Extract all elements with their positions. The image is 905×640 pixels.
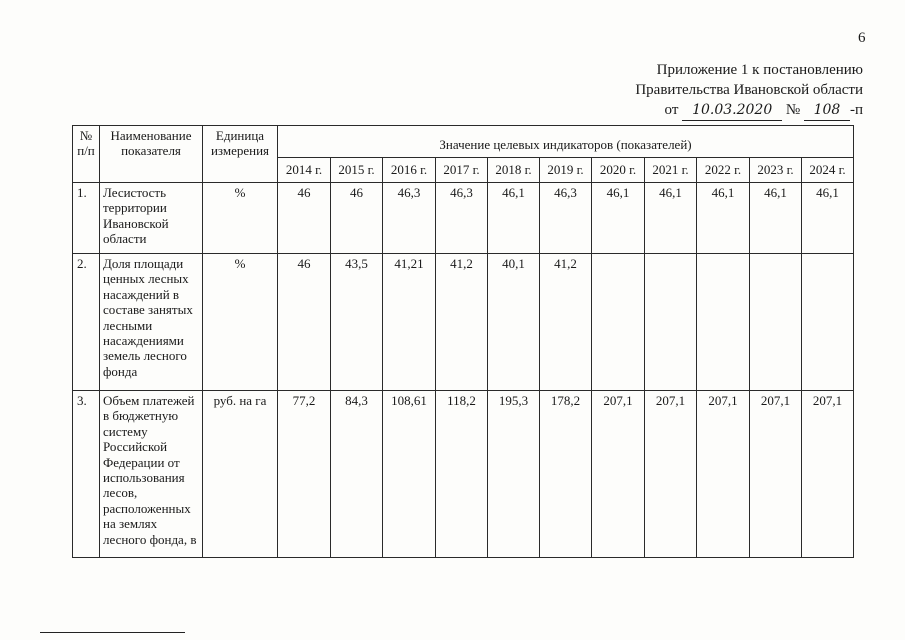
indicator-name: Доля площади ценных лесных насаждений в составе занятых лесными насаждениями земель лесного фонда: [100, 254, 203, 391]
indicators-table: [72, 125, 854, 558]
indicator-value: 46,3: [436, 183, 488, 254]
indicator-value: 46: [278, 254, 331, 391]
row-number: 1.: [73, 183, 100, 254]
row-number: 2.: [73, 254, 100, 391]
year-header: 2017 г.: [436, 158, 488, 183]
indicator-value: [750, 254, 802, 391]
header-line-3: [635, 100, 863, 121]
indicator-value: 40,1: [488, 254, 540, 391]
year-header: 2024 г.: [802, 158, 854, 183]
indicator-value: 46,1: [592, 183, 645, 254]
indicator-value: 46,1: [645, 183, 697, 254]
indicator-value: 207,1: [592, 391, 645, 558]
indicator-name: Лесистость территории Ивановской области: [100, 183, 203, 254]
year-header: 2015 г.: [331, 158, 383, 183]
indicator-value: [645, 254, 697, 391]
indicator-value: 46,1: [488, 183, 540, 254]
header-name: Наименование показателя: [100, 126, 203, 183]
indicator-value: 207,1: [645, 391, 697, 558]
indicator-value: 118,2: [436, 391, 488, 558]
indicator-value: 43,5: [331, 254, 383, 391]
page-number: 6: [858, 30, 866, 46]
year-header: 2023 г.: [750, 158, 802, 183]
indicator-value: 41,2: [436, 254, 488, 391]
handwritten-number: 108: [804, 100, 850, 121]
indicator-value: [802, 254, 854, 391]
indicator-value: 46,3: [540, 183, 592, 254]
indicator-value: [592, 254, 645, 391]
header-num: № п/п: [73, 126, 100, 183]
number-prefix: №: [785, 102, 801, 118]
document-header: [635, 60, 863, 121]
indicator-value: 178,2: [540, 391, 592, 558]
indicator-value: 46: [278, 183, 331, 254]
year-header: 2019 г.: [540, 158, 592, 183]
table-body: [73, 183, 854, 558]
indicator-value: 41,21: [383, 254, 436, 391]
indicator-unit: %: [203, 254, 278, 391]
year-header: 2020 г.: [592, 158, 645, 183]
year-header: 2022 г.: [697, 158, 750, 183]
handwritten-date: 10.03.2020: [682, 100, 782, 121]
date-prefix: от: [664, 102, 679, 118]
indicator-name: Объем платежей в бюджетную систему Российской Федерации от использования лесов, расположенных на землях лесного фонда, в: [100, 391, 203, 558]
indicator-value: 46,1: [802, 183, 854, 254]
number-suffix: -п: [849, 102, 863, 118]
table-row: [73, 391, 854, 558]
table-row: [73, 183, 854, 254]
indicator-value: 77,2: [278, 391, 331, 558]
indicator-value: 46,1: [750, 183, 802, 254]
year-header: 2018 г.: [488, 158, 540, 183]
indicator-value: 207,1: [802, 391, 854, 558]
indicator-value: 46,3: [383, 183, 436, 254]
indicator-value: 207,1: [750, 391, 802, 558]
indicator-value: 41,2: [540, 254, 592, 391]
indicator-unit: руб. на га: [203, 391, 278, 558]
footer-rule: [40, 632, 185, 633]
header-line-2: Правительства Ивановской области: [635, 82, 863, 98]
indicator-value: 46,1: [697, 183, 750, 254]
indicator-value: 108,61: [383, 391, 436, 558]
table-header: [73, 126, 854, 183]
year-header: 2016 г.: [383, 158, 436, 183]
row-number: 3.: [73, 391, 100, 558]
year-header: 2021 г.: [645, 158, 697, 183]
header-values: Значение целевых индикаторов (показателей): [278, 126, 854, 158]
indicator-unit: %: [203, 183, 278, 254]
indicator-value: [697, 254, 750, 391]
indicator-value: 195,3: [488, 391, 540, 558]
indicator-value: 207,1: [697, 391, 750, 558]
header-line-1: Приложение 1 к постановлению: [656, 62, 863, 78]
indicator-value: 46: [331, 183, 383, 254]
table-row: [73, 254, 854, 391]
header-unit: Единица измерения: [203, 126, 278, 183]
year-header: 2014 г.: [278, 158, 331, 183]
indicator-value: 84,3: [331, 391, 383, 558]
